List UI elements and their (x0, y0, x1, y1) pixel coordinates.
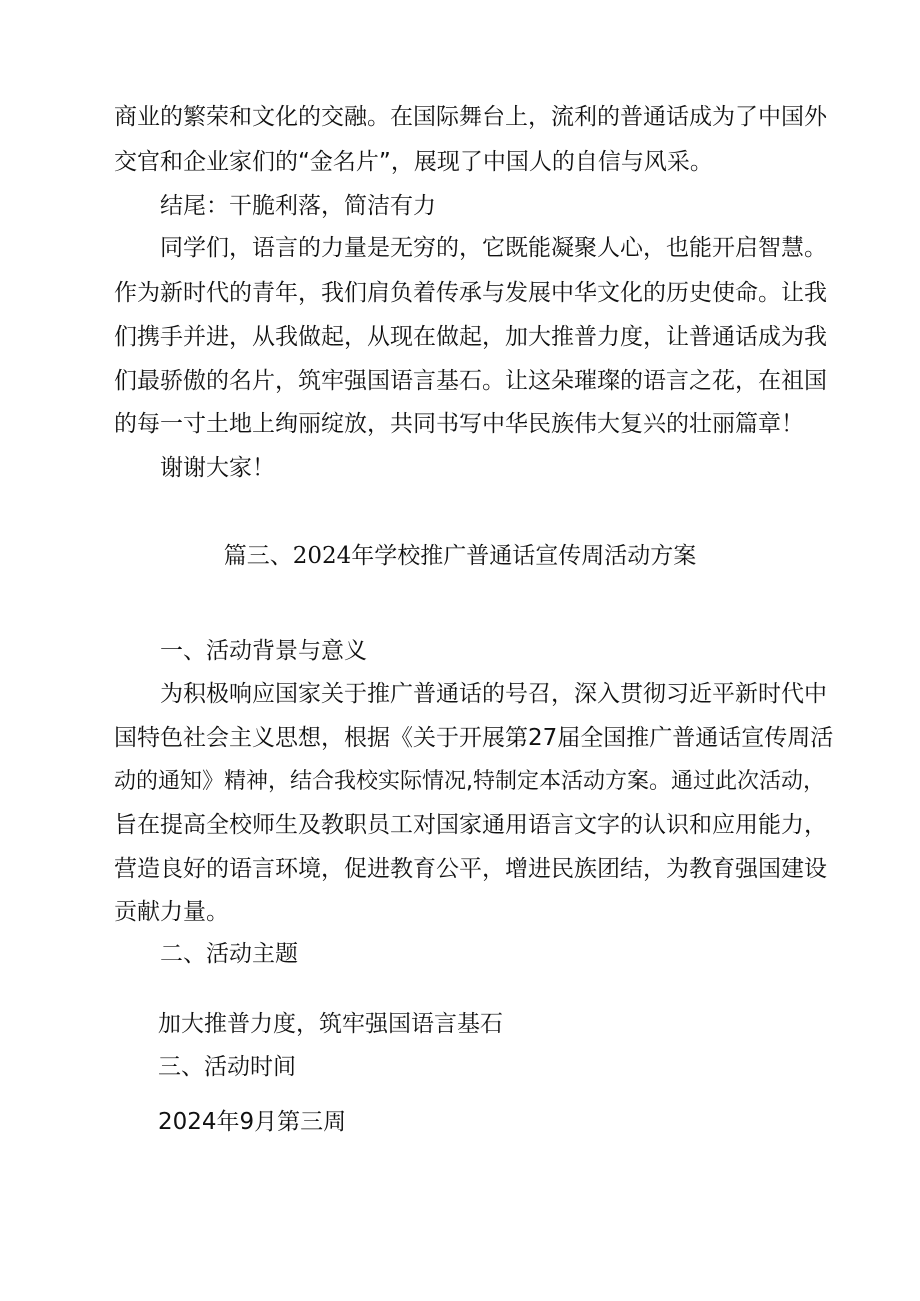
heading-time: 三、活动时间 (158, 1054, 296, 1080)
thanks-line: 谢谢大家！ (160, 455, 275, 481)
paragraph-line: 国特色社会主义思想，根据《关于开展第27届全国推广普通话宣传周活 (114, 725, 834, 751)
paragraph-line: 动的通知》精神，结合我校实际情况,特制定本活动方案。通过此次活动， (114, 769, 825, 794)
paragraph-line: 旨在提高全校师生及教职员工对国家通用语言文字的认识和应用能力， (114, 812, 827, 838)
time-text: 2024年9月第三周 (158, 1109, 347, 1135)
heading-theme: 二、活动主题 (160, 941, 298, 967)
paragraph-line: 作为新时代的青年，我们肩负着传承与发展中华文化的历史使命。让我 (114, 280, 827, 306)
paragraph-line: 贡献力量。 (114, 899, 229, 925)
section-title: 篇三、2024年学校推广普通话宣传周活动方案 (223, 543, 697, 569)
heading-background: 一、活动背景与意义 (160, 638, 367, 664)
paragraph-line: 同学们，语言的力量是无穷的，它既能凝聚人心，也能开启智慧。 (160, 235, 827, 261)
paragraph-line: 们最骄傲的名片，筑牢强国语言基石。让这朵璀璨的语言之花，在祖国 (114, 368, 827, 394)
paragraph-line: 为积极响应国家关于推广普通话的号召，深入贯彻习近平新时代中 (160, 681, 827, 707)
paragraph-line: 营造良好的语言环境，促进教育公平，增进民族团结，为教育强国建设 (114, 856, 827, 882)
theme-text: 加大推普力度，筑牢强国语言基石 (158, 1011, 503, 1037)
paragraph-line: 的每一寸土地上绚丽绽放，共同书写中华民族伟大复兴的壮丽篇章！ (114, 411, 804, 437)
closing-heading: 结尾：干脆利落，简洁有力 (160, 193, 436, 219)
paragraph-line: 商业的繁荣和文化的交融。在国际舞台上，流利的普通话成为了中国外 (114, 104, 827, 130)
paragraph-line: 交官和企业家们的“金名片”，展现了中国人的自信与风采。 (114, 149, 713, 175)
paragraph-line: 们携手并进，从我做起，从现在做起，加大推普力度，让普通话成为我 (114, 324, 827, 350)
